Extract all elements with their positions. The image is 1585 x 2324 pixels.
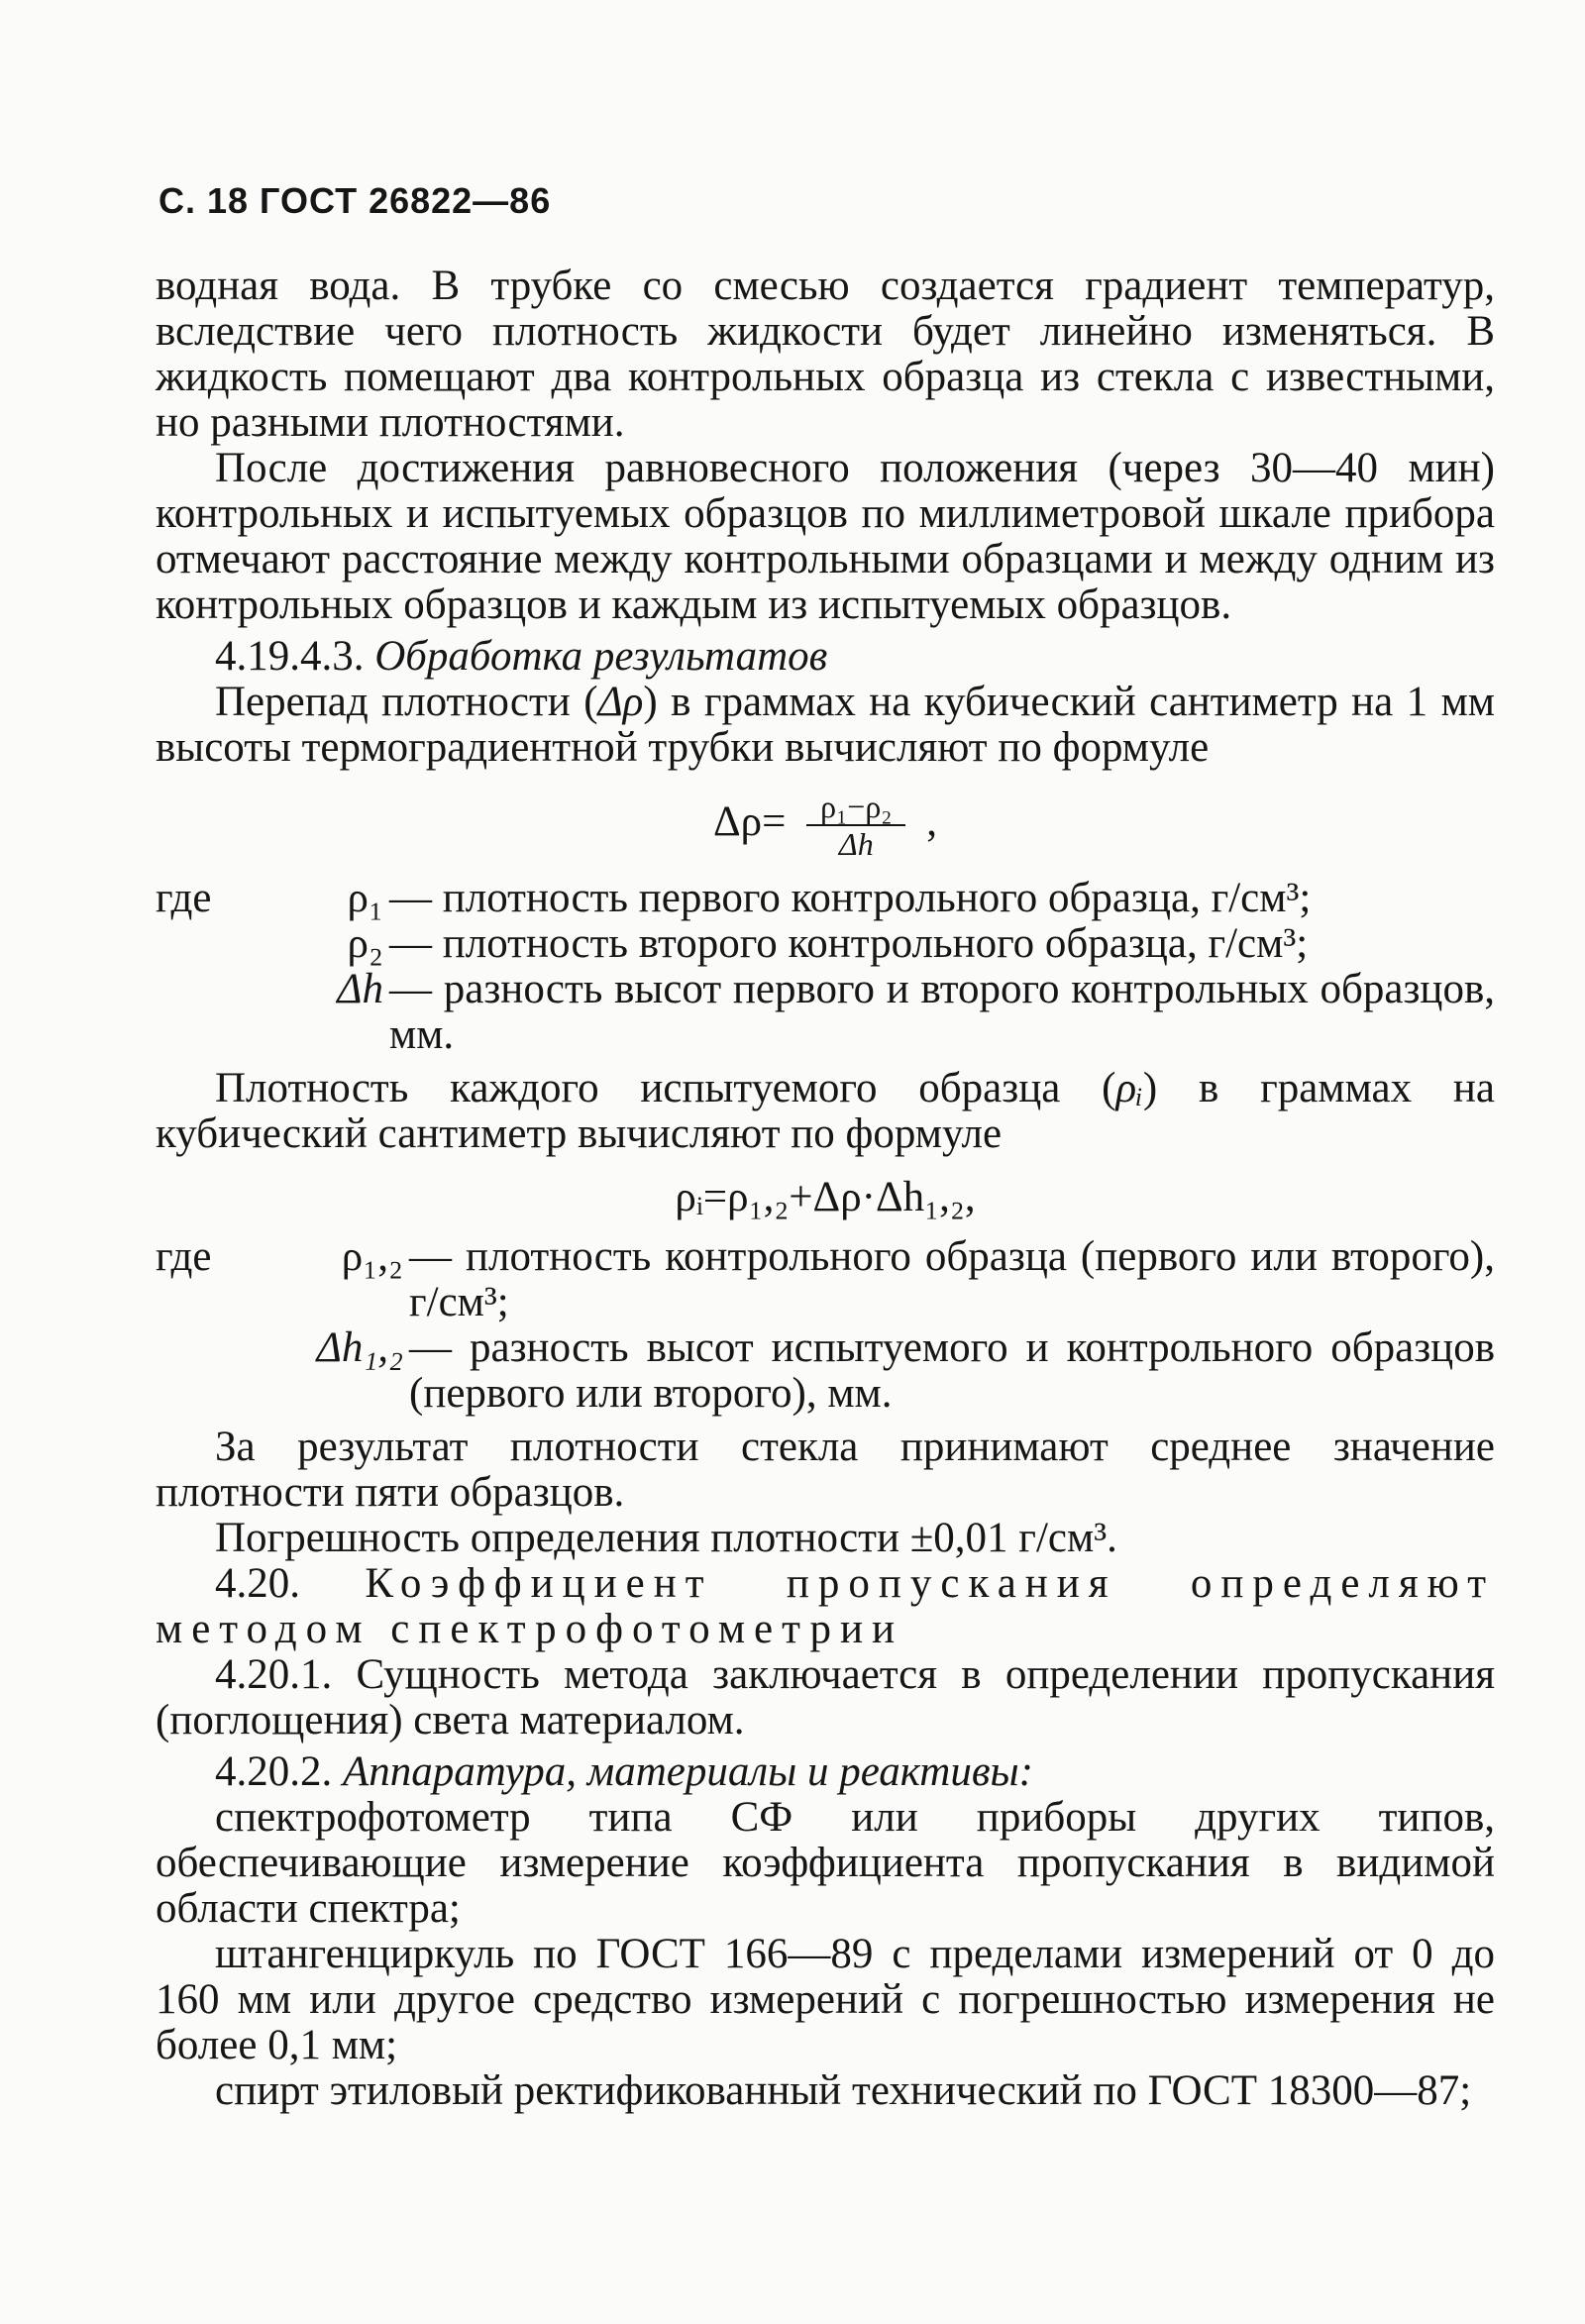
symbol-rho-i: ρᵢ	[1115, 1065, 1143, 1111]
definition-lead	[156, 921, 245, 967]
paragraph-1: водная вода. В трубке со смесью создается градиент температур, вследствие чего плотность жидкости будет линейно изменяться. В жидкость помещают два контрольных образца из стекла с известными, но разными плотностями.	[156, 263, 1495, 446]
definition-row	[156, 1325, 1495, 1417]
definition-row	[156, 876, 1495, 921]
definition-text: — плотность второго контрольного образца, г/см³;	[389, 920, 1309, 967]
definition-symbol: ρ₁,₂	[341, 1233, 403, 1280]
definition-symbol: Δh	[337, 966, 383, 1012]
definition-text: — разность высот первого и второго контрольных образцов, мм.	[389, 966, 1495, 1058]
section-4-19-4-3	[156, 634, 1495, 680]
paragraph-6: За результат плотности стекла принимают среднее значение плотности пяти образцов.	[156, 1424, 1495, 1516]
paragraph-5-text-b: ) в граммах на кубический сантиметр вычисляют по формуле	[156, 1065, 1496, 1157]
definition-lead	[156, 1325, 245, 1417]
definition-text: — разность высот испытуемого и контрольного образцов (первого или второго), мм.	[409, 1324, 1495, 1417]
paragraph-9: 4.20.1. Сущность метода заключается в определении пропускания (поглощения) света материалом.	[156, 1651, 1495, 1743]
formula-1-numerator: ρ₁−ρ₂	[806, 789, 905, 826]
section-title: Обработка результатов	[374, 633, 828, 680]
list-item-ethanol: спирт этиловый ректификованный технический по ГОСТ 18300—87;	[215, 2067, 1472, 2114]
definition-symbol: ρ₂	[347, 920, 383, 967]
definition-symbol: Δh₁,₂	[316, 1324, 403, 1371]
section-number: 4.19.4.3.	[215, 633, 365, 680]
definition-text: — плотность контрольного образца (первого или второго), г/см³;	[409, 1233, 1495, 1325]
section-title-spaced: Коэффициент пропускания определяют методом спектрофотометрии	[156, 1560, 1495, 1652]
paragraph-2: После достижения равновесного положения (через 30—40 мин) контрольных и испытуемых образцов по миллиметровой шкале прибора отмечают расстояние между контрольными образцами и между одним из контрольных образцов и каждым из испытуемых образцов.	[156, 445, 1495, 628]
definitions-2	[156, 1234, 1495, 1417]
definition-lead: где	[156, 875, 212, 921]
paragraph-5	[156, 1066, 1495, 1157]
definition-symbol: ρ₁	[347, 875, 383, 921]
definition-row	[156, 1234, 1495, 1325]
definition-text: — плотность первого контрольного образца, г/см³;	[389, 875, 1312, 921]
formula-1-lhs: Δρ=	[713, 797, 787, 845]
symbol-delta-rho: Δρ	[597, 679, 644, 725]
paragraph-7: Погрешность определения плотности ±0,01 г/см³.	[215, 1515, 1117, 1561]
definition-lead	[156, 967, 245, 1058]
list-item-spectrophotometer: спектрофотометр типа СФ или приборы других типов, обеспечивающие измерение коэффициента пропускания в видимой области спектра;	[156, 1794, 1495, 1932]
section-4-20	[156, 1561, 1495, 1652]
formula-1-tail: ,	[926, 797, 937, 845]
definitions-1	[156, 876, 1495, 1058]
paragraph-4-text-b: ) в граммах на кубический сантиметр на 1 мм высоты термоградиентной трубки вычисляют по формуле	[156, 679, 1495, 771]
formula-2: ρᵢ=ρ₁,₂+Δρ·Δh₁,₂,	[675, 1174, 976, 1220]
formula-1-denominator: Δh	[838, 826, 874, 862]
definition-row	[156, 921, 1495, 967]
section-4-20-2	[156, 1749, 1495, 1795]
definition-row	[156, 967, 1495, 1058]
paragraph-4	[156, 680, 1495, 771]
page-header: С. 18 ГОСТ 26822—86	[158, 180, 552, 221]
section-number: 4.20.	[215, 1560, 300, 1607]
formula-1-fraction	[806, 789, 905, 862]
formula-1	[156, 789, 1495, 862]
definition-lead: где	[156, 1233, 212, 1280]
paragraph-4-text-a: Перепад плотности (	[215, 679, 598, 725]
section-number: 4.20.2.	[215, 1748, 333, 1795]
document-body	[156, 264, 1495, 2114]
section-title: Аппаратура, материалы и реактивы:	[343, 1748, 1033, 1795]
paragraph-5-text-a: Плотность каждого испытуемого образца (	[215, 1065, 1116, 1111]
list-item-caliper: штангенциркуль по ГОСТ 166—89 с пределами измерений от 0 до 160 мм или другое средство измерений с погрешностью измерения не более 0,1 мм;	[156, 1931, 1495, 2068]
